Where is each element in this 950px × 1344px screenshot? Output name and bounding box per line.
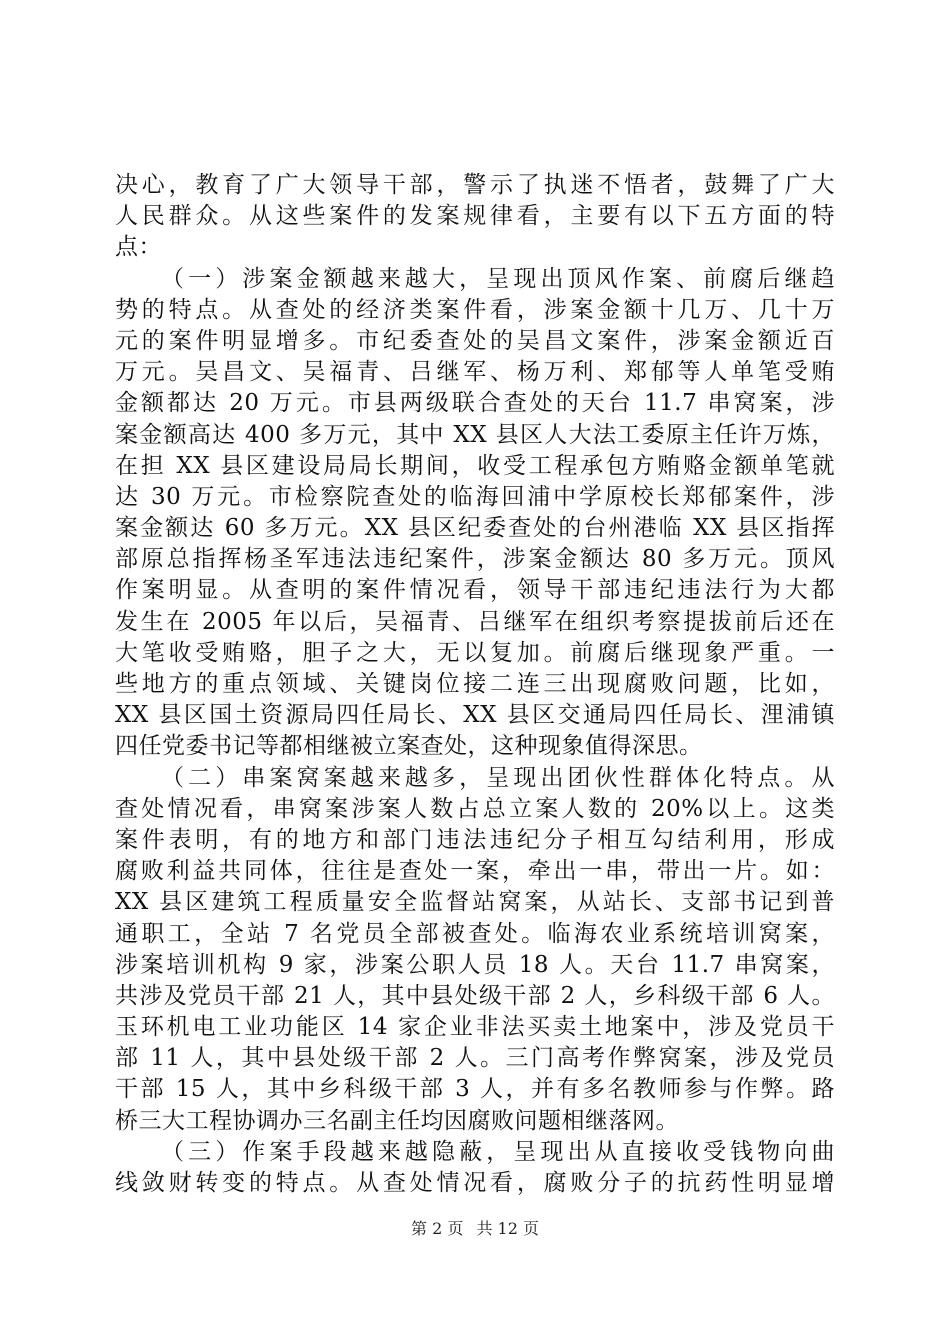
text-line: 决心，教育了广大领导干部，警示了执迷不悟者，鼓舞了广大	[115, 172, 835, 198]
text-line: 案件表明，有的地方和部门违法违纪分子相互勾结利用，形成	[115, 826, 835, 853]
text-line: 案金额达 60 多万元。XX 县区纪委查处的台州港临 XX 县区指挥	[115, 515, 835, 542]
text-line: 涉案培训机构 9 家，涉案公职人员 18 人。天台 11.7 串窝案，	[115, 951, 835, 978]
text-line: 桥三大工程协调办三名副主任均因腐败问题相继落网。	[115, 1107, 679, 1134]
text-line: 点：	[115, 234, 162, 261]
text-line: 作案明显。从查明的案件情况看，领导干部违纪违法行为大都	[115, 577, 835, 604]
text-line: 腐败利益共同体，往往是查处一案，牵出一串，带出一片。如：	[115, 858, 835, 885]
text-line: 人民群众。从这些案件的发案规律看，主要有以下五方面的特	[115, 203, 835, 230]
text-line: 发生在 2005 年以后，吴福青、吕继军在组织考察提拔前后还在	[115, 608, 835, 635]
text-line: 万元。吴昌文、吴福青、吕继军、杨万利、郑郁等人单笔受贿	[115, 359, 835, 386]
document-body	[115, 170, 835, 1199]
text-line: 干部 15 人，其中乡科级干部 3 人，并有多名教师参与作弊。路	[115, 1076, 835, 1103]
text-line: 达 30 万元。市检察院查处的临海回浦中学原校长郑郁案件，涉	[115, 483, 835, 510]
text-line: （二）串案窝案越来越多，呈现出团伙性群体化特点。从	[161, 764, 835, 791]
text-line: 在担 XX 县区建设局局长期间，收受工程承包方贿赂金额单笔就	[115, 452, 835, 479]
page-total: 共 12 页	[476, 1219, 539, 1238]
text-line: 部原总指挥杨圣军违法违纪案件，涉案金额达 80 多万元。顶风	[115, 546, 835, 573]
text-line: 金额都达 20 万元。市县两级联合查处的天台 11.7 串窝案，涉	[115, 390, 835, 417]
text-line: 共涉及党员干部 21 人，其中县处级干部 2 人，乡科级干部 6 人。	[115, 982, 835, 1009]
text-line: 案金额高达 400 多万元，其中 XX 县区人大法工委原主任许万炼，	[115, 421, 835, 448]
text-line: 些地方的重点领域、关键岗位接二连三出现腐败问题，比如，	[115, 671, 835, 697]
text-line: XX 县区建筑工程质量安全监督站窝案，从站长、支部书记到普	[115, 889, 835, 916]
text-line: 部 11 人，其中县处级干部 2 人。三门高考作弊窝案，涉及党员	[115, 1045, 835, 1072]
text-line: XX 县区国土资源局四任局长、XX 县区交通局四任局长、浬浦镇	[115, 702, 835, 729]
text-line: 线敛财转变的特点。从查处情况看，腐败分子的抗药性明显增	[115, 1170, 835, 1196]
page-number: 第 2 页	[411, 1219, 464, 1238]
text-line: 势的特点。从查处的经济类案件看，涉案金额十几万、几十万	[115, 296, 835, 323]
text-line: 玉环机电工业功能区 14 家企业非法买卖土地案中，涉及党员干	[115, 1014, 835, 1041]
text-line: 元的案件明显增多。市纪委查处的吴昌文案件，涉案金额近百	[115, 327, 835, 354]
page-footer	[0, 1216, 950, 1239]
text-line: 查处情况看，串窝案涉案人数占总立案人数的 20%以上。这类	[115, 795, 835, 822]
text-line: 通职工，全站 7 名党员全部被查处。临海农业系统培训窝案，	[115, 920, 835, 947]
text-line: 大笔收受贿赂，胆子之大，无以复加。前腐后继现象严重。一	[115, 639, 835, 666]
text-line: （三）作案手段越来越隐蔽，呈现出从直接收受钱物向曲	[161, 1138, 835, 1165]
text-line: 四任党委书记等都相继被立案查处，这种现象值得深思。	[115, 733, 703, 760]
text-line: （一）涉案金额越来越大，呈现出顶风作案、前腐后继趋	[161, 265, 835, 292]
